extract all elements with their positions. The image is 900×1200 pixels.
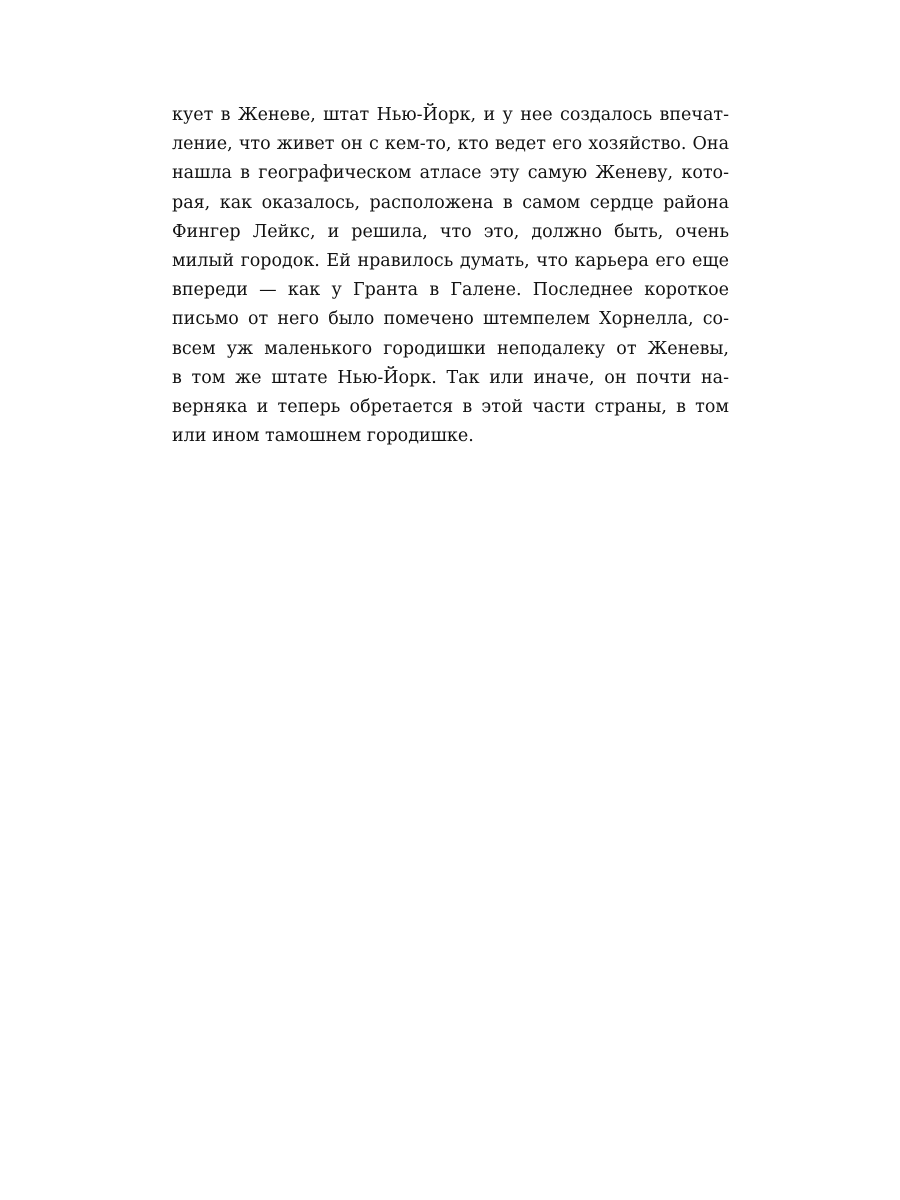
text-line: ление, что живет он с кем-то, кто ведет его хозяйство. Она — [172, 134, 729, 155]
text-line: милый городок. Ей нравилось думать, что карьера его еще — [172, 250, 729, 271]
text-line: или ином тамошнем городишке. — [172, 426, 474, 447]
text-line: кует в Женеве, штат Нью-Йорк, и у нее создалось впечат- — [172, 105, 729, 125]
text-line: рая, как оказалось, расположена в самом сердце района — [172, 192, 729, 213]
body-text — [172, 101, 729, 451]
text-line: нашла в географическом атласе эту самую Женеву, кото- — [172, 163, 729, 184]
text-line: письмо от него было помечено штемпелем Хорнелла, со- — [172, 309, 729, 330]
text-line: впереди — как у Гранта в Галене. Последнее короткое — [172, 280, 729, 301]
text-line: в том же штате Нью-Йорк. Так или иначе, он почти на- — [172, 367, 729, 388]
text-line: верняка и теперь обретается в этой части страны, в том — [172, 396, 729, 417]
text-line: всем уж маленького городишки неподалеку от Женевы, — [172, 338, 729, 359]
text-line: Фингер Лейкс, и решила, что это, должно быть, очень — [172, 221, 729, 242]
